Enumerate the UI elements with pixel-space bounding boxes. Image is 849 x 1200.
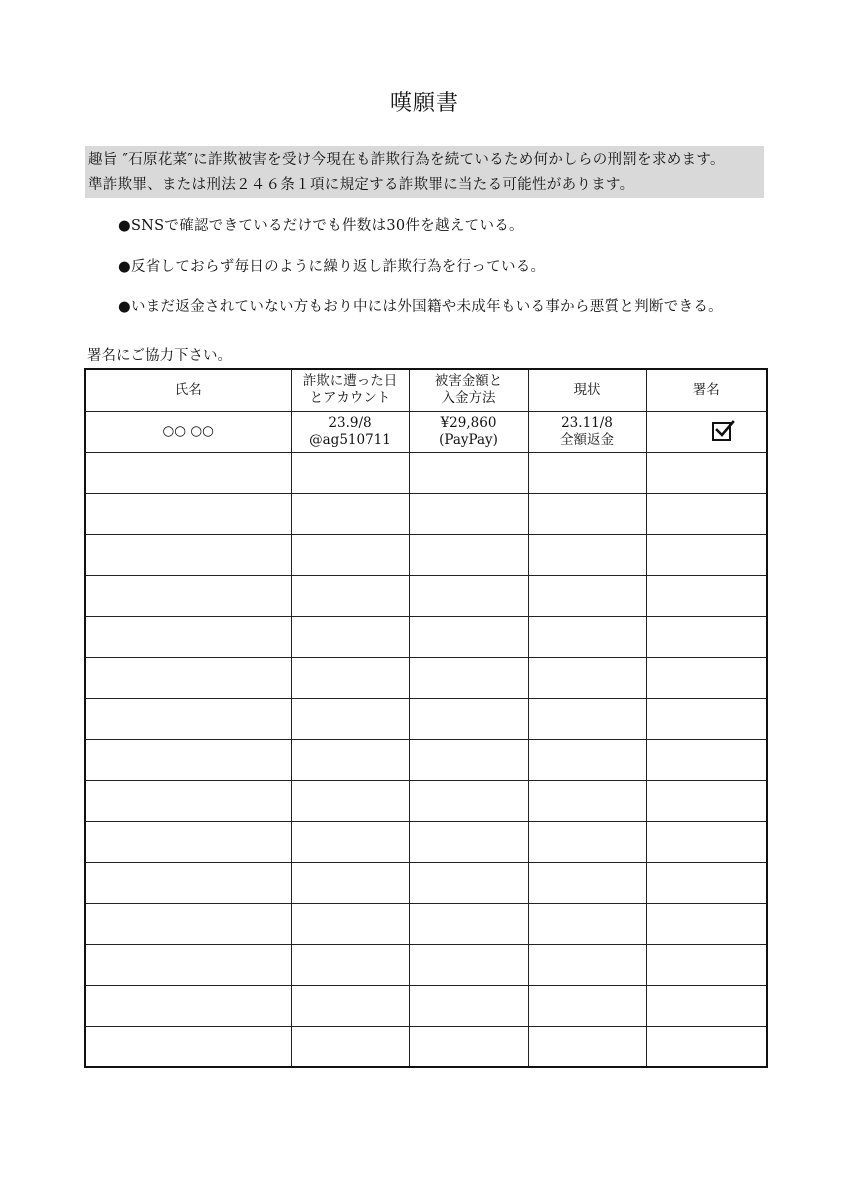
blank-amount-method-cell[interactable] — [409, 985, 528, 1026]
blank-signature-cell[interactable] — [646, 575, 767, 616]
table-row — [85, 493, 767, 534]
blank-date-account-cell[interactable] — [291, 698, 409, 739]
example-name-cell[interactable]: ○○ ○○ — [85, 411, 291, 452]
blank-date-account-cell[interactable] — [291, 780, 409, 821]
table-row — [85, 698, 767, 739]
table-row — [85, 739, 767, 780]
blank-status-cell[interactable] — [528, 862, 646, 903]
blank-status-cell[interactable] — [528, 780, 646, 821]
blank-signature-cell[interactable] — [646, 944, 767, 985]
blank-signature-cell[interactable] — [646, 739, 767, 780]
summary-line-2: 準詐欺罪、または刑法２４６条１項に規定する詐欺罪に当たる可能性があります。 — [88, 177, 635, 193]
document-title: 嘆願書 — [389, 91, 459, 116]
example-date: 23.9/8 — [328, 414, 372, 431]
blank-name-cell[interactable] — [85, 657, 291, 698]
blank-amount-method-cell[interactable] — [409, 739, 528, 780]
table-row — [85, 862, 767, 903]
blank-date-account-cell[interactable] — [291, 944, 409, 985]
bullet-3: ●いまだ返金されていない方もおり中には外国籍や未成年もいる事から悪質と判断できる。 — [118, 299, 723, 315]
blank-amount-method-cell[interactable] — [409, 780, 528, 821]
blank-status-cell[interactable] — [528, 452, 646, 493]
blank-date-account-cell[interactable] — [291, 739, 409, 780]
blank-status-cell[interactable] — [528, 944, 646, 985]
summary-line-1: 趣旨 ″石原花菜″に詐欺被害を受け今現在も詐欺行為を続ているため何かしらの刑罰を求めます。 — [88, 152, 725, 168]
blank-amount-method-cell[interactable] — [409, 944, 528, 985]
blank-name-cell[interactable] — [85, 616, 291, 657]
blank-date-account-cell[interactable] — [291, 493, 409, 534]
table-row-example — [85, 411, 767, 452]
blank-date-account-cell[interactable] — [291, 985, 409, 1026]
blank-signature-cell[interactable] — [646, 534, 767, 575]
header-amount-method — [409, 369, 528, 411]
blank-signature-cell[interactable] — [646, 903, 767, 944]
blank-amount-method-cell[interactable] — [409, 657, 528, 698]
example-status-cell[interactable] — [528, 411, 646, 452]
example-signature-cell[interactable] — [646, 411, 767, 452]
blank-amount-method-cell[interactable] — [409, 534, 528, 575]
blank-name-cell[interactable] — [85, 452, 291, 493]
check-mark-icon — [713, 419, 735, 441]
blank-date-account-cell[interactable] — [291, 862, 409, 903]
header-date-account-line-2: とアカウント — [309, 390, 391, 407]
blank-signature-cell[interactable] — [646, 452, 767, 493]
blank-name-cell[interactable] — [85, 739, 291, 780]
blank-name-cell[interactable] — [85, 698, 291, 739]
example-amount: ¥29,860 — [440, 414, 497, 431]
header-amount-method-line-1: 被害金額と — [434, 373, 503, 390]
header-date-account-line-1: 詐欺に遭った日 — [302, 373, 398, 390]
blank-date-account-cell[interactable] — [291, 575, 409, 616]
blank-signature-cell[interactable] — [646, 862, 767, 903]
bullet-1: ●SNSで確認できているだけでも件数は30件を越えている。 — [118, 218, 524, 234]
blank-name-cell[interactable] — [85, 821, 291, 862]
example-account: @ag510711 — [309, 431, 391, 448]
blank-status-cell[interactable] — [528, 739, 646, 780]
table-row — [85, 452, 767, 493]
blank-status-cell[interactable] — [528, 821, 646, 862]
blank-status-cell[interactable] — [528, 903, 646, 944]
blank-name-cell[interactable] — [85, 534, 291, 575]
header-name: 氏名 — [85, 369, 291, 411]
table-row — [85, 657, 767, 698]
blank-signature-cell[interactable] — [646, 657, 767, 698]
blank-signature-cell[interactable] — [646, 821, 767, 862]
table-row — [85, 944, 767, 985]
blank-amount-method-cell[interactable] — [409, 862, 528, 903]
table-row — [85, 575, 767, 616]
blank-date-account-cell[interactable] — [291, 616, 409, 657]
blank-name-cell[interactable] — [85, 493, 291, 534]
table-row — [85, 1026, 767, 1067]
blank-amount-method-cell[interactable] — [409, 698, 528, 739]
blank-name-cell[interactable] — [85, 575, 291, 616]
blank-date-account-cell[interactable] — [291, 821, 409, 862]
table-header-row — [85, 369, 767, 411]
example-status-date: 23.11/8 — [561, 414, 613, 431]
blank-name-cell[interactable] — [85, 985, 291, 1026]
table-row — [85, 534, 767, 575]
signature-request: 署名にご協力下さい。 — [87, 348, 232, 364]
blank-status-cell[interactable] — [528, 534, 646, 575]
summary-box — [85, 146, 764, 198]
blank-signature-cell[interactable] — [646, 616, 767, 657]
blank-status-cell[interactable] — [528, 616, 646, 657]
example-date-account-cell[interactable] — [291, 411, 409, 452]
signature-table — [84, 368, 768, 1068]
blank-name-cell[interactable] — [85, 862, 291, 903]
blank-signature-cell[interactable] — [646, 985, 767, 1026]
blank-name-cell[interactable] — [85, 1026, 291, 1067]
blank-name-cell[interactable] — [85, 903, 291, 944]
blank-status-cell[interactable] — [528, 657, 646, 698]
blank-amount-method-cell[interactable] — [409, 903, 528, 944]
table-row — [85, 780, 767, 821]
table-row — [85, 821, 767, 862]
blank-name-cell[interactable] — [85, 780, 291, 821]
blank-amount-method-cell[interactable] — [409, 616, 528, 657]
blank-amount-method-cell[interactable] — [409, 1026, 528, 1067]
blank-signature-cell[interactable] — [646, 780, 767, 821]
blank-date-account-cell[interactable] — [291, 452, 409, 493]
example-amount-method-cell[interactable] — [409, 411, 528, 452]
blank-amount-method-cell[interactable] — [409, 452, 528, 493]
header-signature: 署名 — [646, 369, 767, 411]
blank-signature-cell[interactable] — [646, 1026, 767, 1067]
blank-amount-method-cell[interactable] — [409, 575, 528, 616]
example-method: (PayPay) — [439, 431, 498, 448]
blank-signature-cell[interactable] — [646, 698, 767, 739]
checkbox-checked-icon[interactable] — [712, 422, 731, 441]
blank-status-cell[interactable] — [528, 493, 646, 534]
blank-status-cell[interactable] — [528, 575, 646, 616]
header-status: 現状 — [528, 369, 646, 411]
blank-amount-method-cell[interactable] — [409, 493, 528, 534]
blank-date-account-cell[interactable] — [291, 534, 409, 575]
blank-date-account-cell[interactable] — [291, 657, 409, 698]
bullet-2: ●反省しておらず毎日のように繰り返し詐欺行為を行っている。 — [118, 259, 546, 275]
table-row — [85, 985, 767, 1026]
table-row — [85, 903, 767, 944]
blank-status-cell[interactable] — [528, 698, 646, 739]
table-row — [85, 616, 767, 657]
header-date-account — [291, 369, 409, 411]
blank-signature-cell[interactable] — [646, 493, 767, 534]
blank-status-cell[interactable] — [528, 985, 646, 1026]
blank-name-cell[interactable] — [85, 944, 291, 985]
blank-date-account-cell[interactable] — [291, 903, 409, 944]
blank-date-account-cell[interactable] — [291, 1026, 409, 1067]
example-status-text: 全額返金 — [560, 431, 614, 448]
header-amount-method-line-2: 入金方法 — [441, 390, 496, 407]
blank-status-cell[interactable] — [528, 1026, 646, 1067]
blank-amount-method-cell[interactable] — [409, 821, 528, 862]
